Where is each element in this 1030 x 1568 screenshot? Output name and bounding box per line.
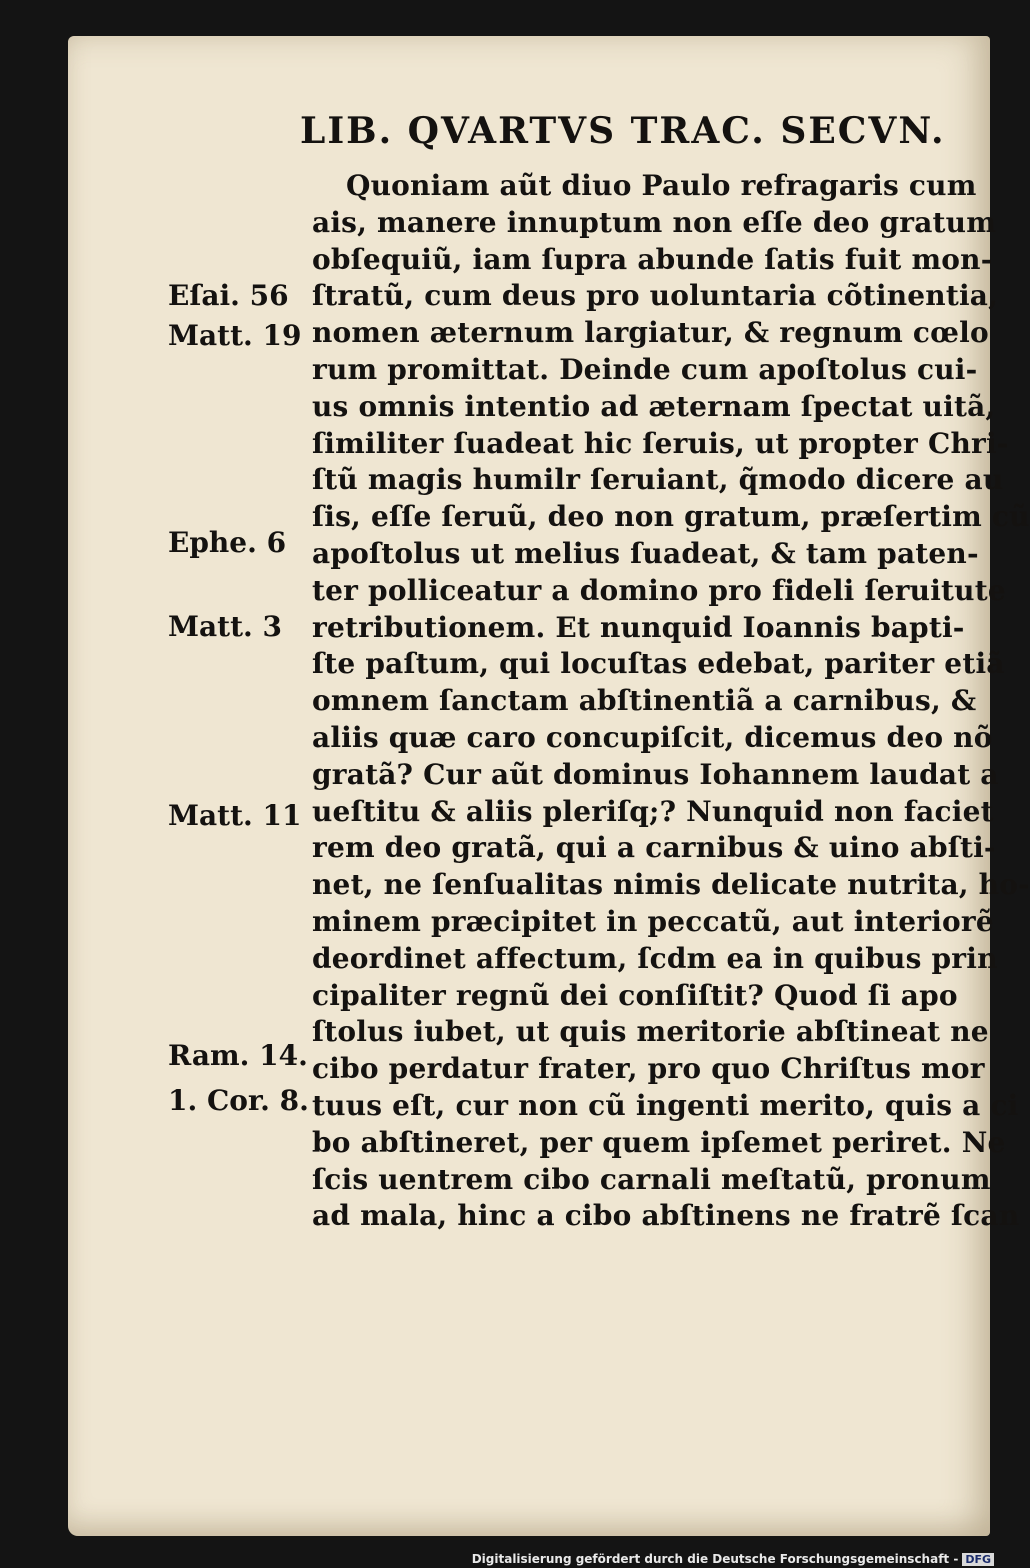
footer-credit <box>472 1552 994 1566</box>
text-line: cibo perdatur frater, pro quo Chriſtus mor <box>312 1052 985 1086</box>
text-line: ter polliceatur a domino pro fideli ſeruitute <box>312 573 1006 607</box>
footer-text: Digitalisierung gefördert durch die Deutsche Forschungsgemeinschaft - <box>471 1552 959 1566</box>
marginal-note: Eſai. 56 <box>168 279 289 312</box>
text-line: nomen æternum largiatur, & regnum cœlo <box>312 316 989 350</box>
text-line: ſte paſtum, qui locuſtas edebat, pariter etiã <box>312 647 1005 681</box>
text-line: us omnis intentio ad æternam ſpectat uitã, <box>312 389 996 423</box>
book-page <box>68 36 1030 1536</box>
dfg-logo: DFG <box>962 1553 994 1566</box>
text-line: bo abſtineret, per quem ipſemet periret. Ne <box>312 1125 1006 1159</box>
text-line: ueſtitu & aliis pleriſq;? Nunquid non faciet <box>312 794 994 828</box>
text-line: omnem ſanctam abſtinentiã a carnibus, & <box>312 684 977 718</box>
marginal-note: Matt. 19 <box>168 319 302 352</box>
text-line: obſequiũ, iam ſupra abunde ſatis fuit mon- <box>312 242 993 276</box>
text-line: aliis quæ caro concupiſcit, dicemus deo nõ <box>312 720 993 754</box>
text-line: cipaliter regnũ dei conſiſtit? Quod ſi apo <box>312 978 958 1012</box>
text-line: Quoniam aũt diuo Paulo refragaris cum <box>346 169 977 202</box>
text-line: ais, manere innuptum non eſſe deo gratum <box>312 205 997 239</box>
marginal-note: Matt. 3 <box>168 610 282 643</box>
text-line: rem deo gratã, qui a carnibus & uino abſti- <box>312 831 996 865</box>
text-line: retributionem. Et nunquid Ioannis bapti- <box>312 610 965 644</box>
marginal-note: 1. Cor. 8. <box>168 1084 309 1117</box>
text-line: ſtũ magis humilr ſeruiant, q̃modo dicere au <box>312 463 1004 497</box>
text-line: ſcis uentrem cibo carnali meſtatũ, pronum <box>312 1162 991 1196</box>
running-header: LIB. QVARTVS TRAC. SECVN. <box>300 110 946 152</box>
marginal-note: Ram. 14. <box>168 1039 308 1072</box>
text-line: tuus eſt, cur non cũ ingenti merito, quis a ci <box>312 1088 1019 1122</box>
text-line: ſis, eſſe ſeruũ, deo non gratum, præſertim cũ <box>312 500 1030 534</box>
text-line: apoſtolus ut melius ſuadeat, & tam paten- <box>312 536 979 570</box>
marginal-note: Matt. 11 <box>168 799 302 832</box>
text-line: deordinet affectum, ſcdm ea in quibus prin <box>312 941 998 975</box>
body-text <box>312 168 1030 1235</box>
text-line: ad mala, hinc a cibo abſtinens ne fratrẽ ſcan <box>312 1199 1020 1233</box>
marginal-note: Ephe. 6 <box>168 526 287 559</box>
text-line: minem præcipitet in peccatũ, aut interiorẽ <box>312 904 994 938</box>
text-line: ſtratũ, cum deus pro uoluntaria cõtinentia, <box>312 279 999 313</box>
text-line: ſtolus iubet, ut quis meritorie abſtineat ne <box>312 1015 989 1049</box>
text-line: ſimiliter ſuadeat hic ſeruis, ut propter Chri- <box>312 426 1009 460</box>
text-line: gratã? Cur aũt dominus Iohannem laudat a <box>312 757 999 791</box>
text-line: rum promittat. Deinde cum apoſtolus cui- <box>312 352 978 386</box>
text-line: net, ne ſenſualitas nimis delicate nutrita, ho- <box>312 868 1030 902</box>
